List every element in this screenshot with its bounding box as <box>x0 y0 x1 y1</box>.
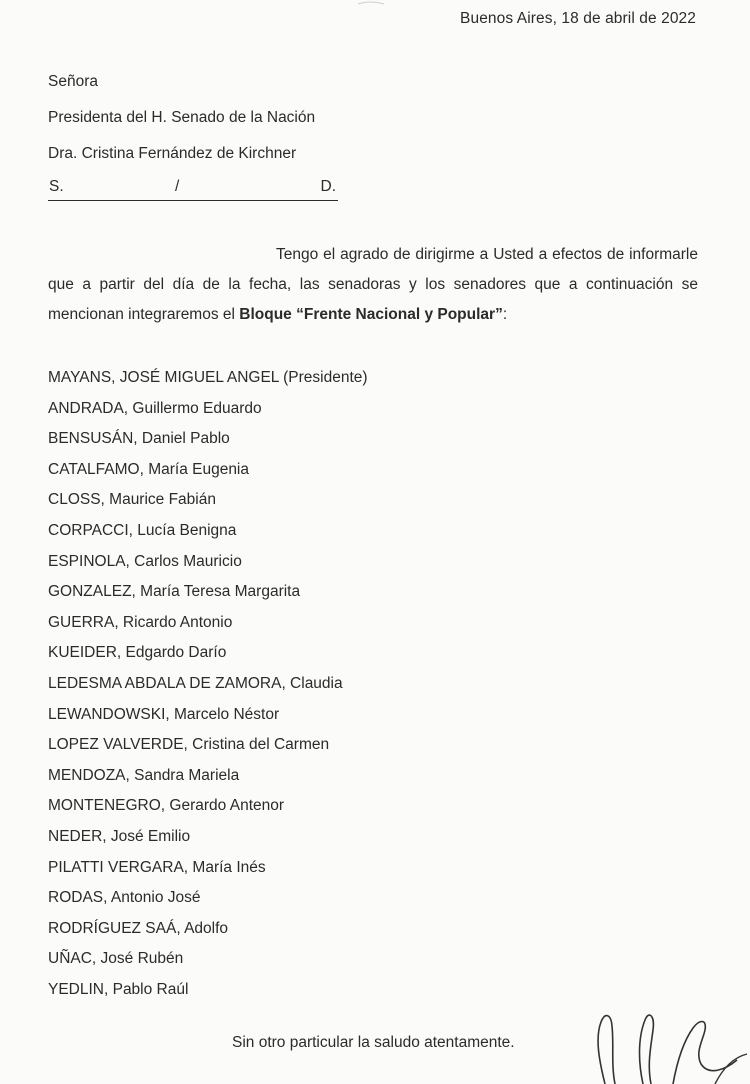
list-item: RODAS, Antonio José <box>48 889 201 907</box>
list-item: LEWANDOWSKI, Marcelo Néstor <box>48 705 280 723</box>
list-item: MONTENEGRO, Gerardo Antenor <box>48 797 285 815</box>
list-item: YEDLIN, Pablo Raúl <box>48 980 189 998</box>
list-item: GUERRA, Ricardo Antonio <box>48 613 233 631</box>
paper-mark-icon <box>356 0 386 6</box>
list-item: LEDESMA ABDALA DE ZAMORA, Claudia <box>48 674 343 692</box>
list-item: PILATTI VERGARA, María Inés <box>48 858 266 876</box>
list-item: MAYANS, JOSÉ MIGUEL ANGEL (Presidente) <box>48 369 368 386</box>
list-item: ESPINOLA, Carlos Mauricio <box>48 552 242 570</box>
list-item: RODRÍGUEZ SAÁ, Adolfo <box>48 919 229 937</box>
su-despacho-line <box>48 178 338 201</box>
body-text-part2: : <box>502 306 508 323</box>
addressee-title: Señora <box>48 73 98 90</box>
addressee-name: Dra. Cristina Fernández de Kirchner <box>48 145 297 162</box>
list-item: CATALFAMO, María Eugenia <box>48 460 250 478</box>
list-item: BENSUSÁN, Daniel Pablo <box>48 430 230 448</box>
sd-slash: / <box>175 178 180 195</box>
closing-line: Sin otro particular la saludo atentamente. <box>232 1034 515 1051</box>
letter-date: Buenos Aires, 18 de abril de 2022 <box>460 10 696 27</box>
list-item: CORPACCI, Lucía Benigna <box>48 521 237 539</box>
sd-d: D. <box>320 178 336 195</box>
handwritten-signature-icon <box>585 1000 750 1084</box>
list-item: UÑAC, José Rubén <box>48 950 184 968</box>
list-item: MENDOZA, Sandra Mariela <box>48 766 240 784</box>
sd-s: S. <box>49 178 64 195</box>
addressee-position: Presidenta del H. Senado de la Nación <box>48 109 316 126</box>
list-item: CLOSS, Maurice Fabián <box>48 491 216 509</box>
senators-list <box>48 363 368 1005</box>
body-text-part1: Tengo el agrado de dirigirme a Usted a efectos de informarle que a partir del día de la fecha, las senadoras y los senadores que a continuación se mencionan integraremos el <box>48 246 698 323</box>
list-item: NEDER, José Emilio <box>48 827 191 845</box>
list-item: ANDRADA, Guillermo Eduardo <box>48 399 262 417</box>
list-item: KUEIDER, Edgardo Darío <box>48 644 227 662</box>
letter-body <box>48 240 698 330</box>
list-item: LOPEZ VALVERDE, Cristina del Carmen <box>48 736 330 754</box>
bloque-name: Bloque “Frente Nacional y Popular” <box>239 306 503 323</box>
list-item: GONZALEZ, María Teresa Margarita <box>48 583 301 601</box>
